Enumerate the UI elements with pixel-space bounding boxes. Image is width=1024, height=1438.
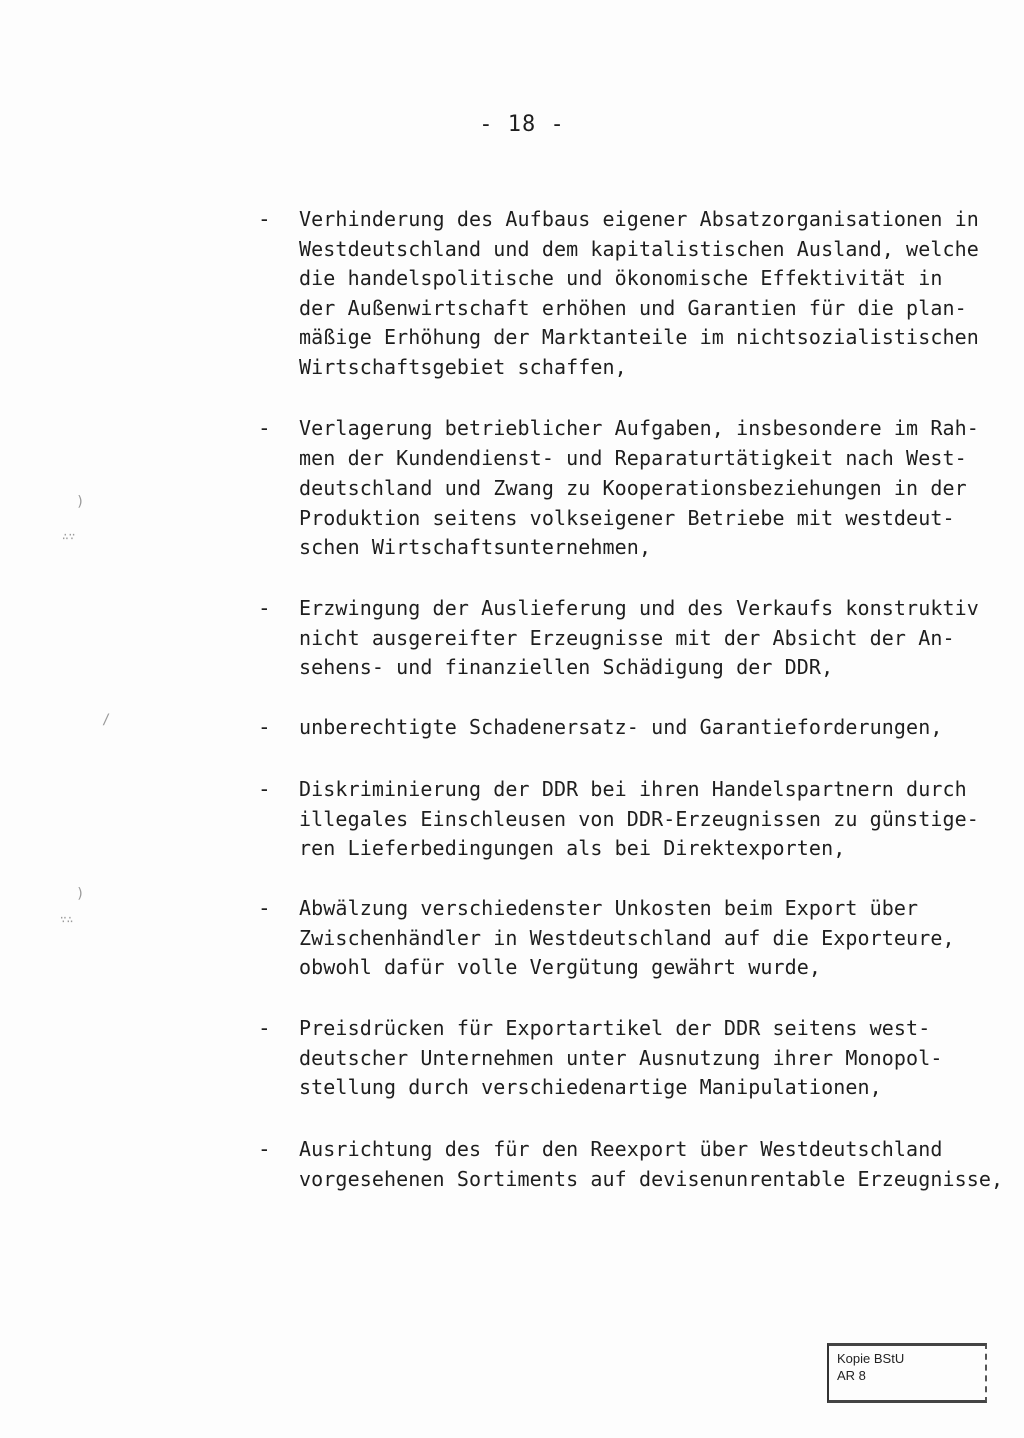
list-item-line: deutscher Unternehmen unter Ausnutzung ihrer Monopol- [299,1046,943,1070]
scan-mark: ) [76,494,85,510]
list-dash: - [258,777,271,801]
list-item-line: Erzwingung der Auslieferung und des Verkaufs konstruktiv [299,596,979,620]
list-item-line: Wirtschaftsgebiet schaffen, [299,355,627,379]
list-item-line: vorgesehenen Sortiments auf devisenunrentable Erzeugnisse, [299,1167,1004,1191]
list-item-line: Produktion seitens volkseigener Betriebe mit westdeut- [299,506,955,530]
list-item-line: die handelspolitische und ökonomische Effektivität in [299,266,943,290]
list-dash: - [258,416,271,440]
page-number: - 18 - [479,112,565,137]
list-dash: - [258,715,271,739]
scan-mark: / [102,712,111,728]
scan-mark: ∴∵ [62,530,76,543]
list-item-line: obwohl dafür volle Vergütung gewährt wurde, [299,955,822,979]
list-item-line: nicht ausgereifter Erzeugnisse mit der Absicht der An- [299,626,955,650]
list-item-line: Westdeutschland und dem kapitalistischen Ausland, welche [299,237,979,261]
list-item-line: ren Lieferbedingungen als bei Direktexporten, [299,836,846,860]
list-dash: - [258,207,271,231]
list-item-line: illegales Einschleusen von DDR-Erzeugnissen zu günstige- [299,807,979,831]
list-item-line: Preisdrücken für Exportartikel der DDR seitens west- [299,1016,931,1040]
list-item-line: schen Wirtschaftsunternehmen, [299,535,652,559]
list-item-line: Zwischenhändler in Westdeutschland auf die Exporteure, [299,926,955,950]
list-item-line: stellung durch verschiedenartige Manipulationen, [299,1075,882,1099]
list-item-line: mäßige Erhöhung der Marktanteile im nichtsozialistischen [299,325,979,349]
list-item-line: der Außenwirtschaft erhöhen und Garantien für die plan- [299,296,967,320]
list-item-line: men der Kundendienst- und Reparaturtätigkeit nach West- [299,446,967,470]
list-item-line: Diskriminierung der DDR bei ihren Handelspartnern durch [299,777,967,801]
list-dash: - [258,596,271,620]
list-item-line: Verhinderung des Aufbaus eigener Absatzorganisationen in [299,207,979,231]
scan-mark: ∵∴ [60,913,74,926]
stamp-line: Kopie BStU [837,1351,905,1366]
list-dash: - [258,1137,271,1161]
list-item-line: unberechtigte Schadenersatz- und Garantieforderungen, [299,715,943,739]
list-item-line: deutschland und Zwang zu Kooperationsbeziehungen in der [299,476,967,500]
list-item-line: Abwälzung verschiedenster Unkosten beim Export über [299,896,919,920]
stamp-line: AR 8 [837,1368,866,1383]
list-item-line: Ausrichtung des für den Reexport über Westdeutschland [299,1137,943,1161]
scan-mark: ) [76,886,85,902]
list-item-line: Verlagerung betrieblicher Aufgaben, insbesondere im Rah- [299,416,979,440]
list-dash: - [258,1016,271,1040]
archive-stamp [827,1343,987,1403]
list-dash: - [258,896,271,920]
list-item-line: sehens- und finanziellen Schädigung der DDR, [299,655,834,679]
